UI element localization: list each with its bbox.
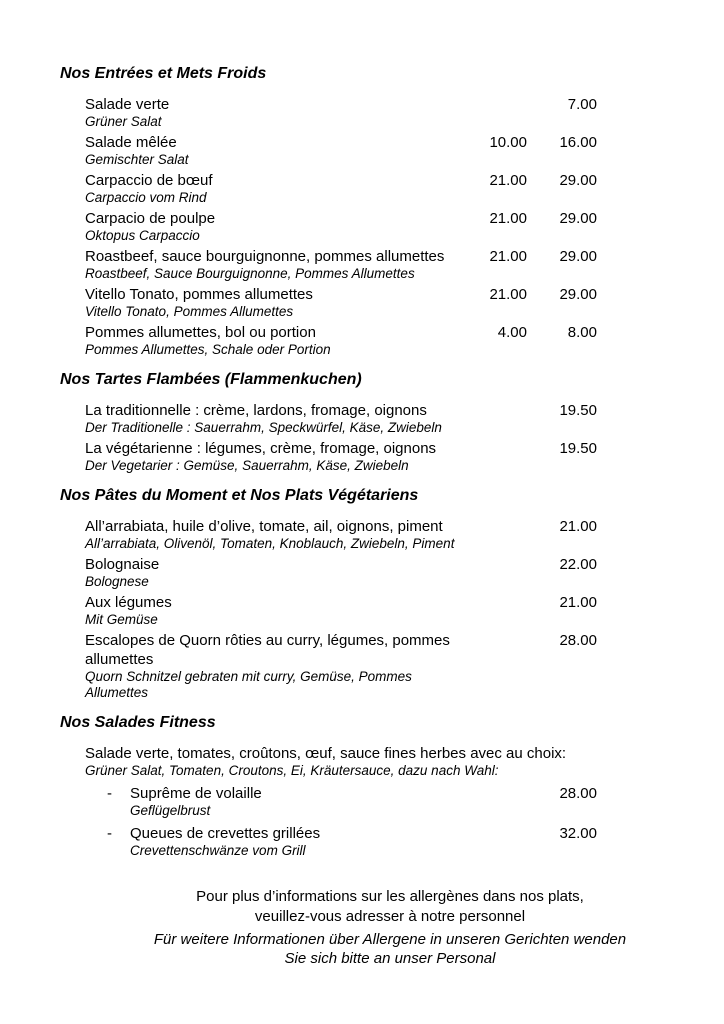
item-name-de: Der Traditionelle : Sauerrahm, Speckwürfel, Käse, Zwiebeln	[85, 420, 442, 435]
section-entrees-froids	[60, 64, 597, 358]
menu-item	[60, 555, 597, 590]
item-name-de: Carpaccio vom Rind	[85, 190, 207, 205]
salades-intro	[60, 744, 597, 779]
item-name-fr: Bolognaise	[85, 556, 160, 573]
item-name-fr: Salade verte	[85, 96, 170, 113]
item-name	[130, 824, 457, 859]
item-price-large: 21.00	[559, 594, 597, 611]
item-name-de: Der Vegetarier : Gemüse, Sauerrahm, Käse, Zwiebeln	[85, 458, 409, 473]
menu-item	[60, 285, 597, 320]
item-name	[85, 593, 457, 628]
dash-bullet: -	[107, 825, 112, 842]
item-name	[85, 285, 457, 320]
allergen-notice-fr-line1: Pour plus d’informations sur les allergènes dans nos plats,	[196, 888, 584, 905]
item-name-de: Quorn Schnitzel gebraten mit curry, Gemüse, Pommes Allumettes	[85, 669, 412, 700]
item-name-de: Roastbeef, Sauce Bourguignonne, Pommes Allumettes	[85, 266, 415, 281]
section-title: Nos Salades Fitness	[60, 714, 216, 731]
item-name-fr: Suprême de volaille	[130, 785, 262, 802]
item-name-de: All’arrabiata, Olivenöl, Tomaten, Knoblauch, Zwiebeln, Piment	[85, 536, 455, 551]
menu-item	[60, 247, 597, 282]
item-name	[85, 631, 457, 701]
item-price-large: 16.00	[559, 134, 597, 151]
item-name-fr: Aux légumes	[85, 594, 172, 611]
section-pates-vegetariens	[60, 486, 597, 701]
item-name-fr: Vitello Tonato, pommes allumettes	[85, 286, 313, 303]
item-price-large: 28.00	[559, 785, 597, 802]
menu-item	[60, 323, 597, 358]
item-name-fr: Escalopes de Quorn rôties au curry, légumes, pommes allumettes	[85, 632, 450, 668]
item-price-small: 21.00	[489, 248, 527, 265]
item-name-de: Vitello Tonato, Pommes Allumettes	[85, 304, 294, 319]
section-title: Nos Pâtes du Moment et Nos Plats Végétariens	[60, 487, 419, 504]
menu-item	[60, 171, 597, 206]
item-name-de: Grüner Salat	[85, 114, 162, 129]
item-price-large: 7.00	[567, 96, 597, 113]
item-price-large: 29.00	[559, 210, 597, 227]
item-name-de: Mit Gemüse	[85, 612, 158, 627]
item-name	[85, 95, 457, 130]
item-price-small: 21.00	[489, 172, 527, 189]
item-name	[85, 401, 457, 436]
item-name-fr: Salade mêlée	[85, 134, 177, 151]
menu-item	[60, 824, 597, 859]
item-name-fr: La végétarienne : légumes, crème, fromage, oignons	[85, 440, 437, 457]
item-name-fr: All’arrabiata, huile d’olive, tomate, ail, oignons, piment	[85, 518, 443, 535]
item-name-fr: Carpaccio de bœuf	[85, 172, 213, 189]
menu-item	[60, 133, 597, 168]
allergen-notice-fr-line2: veuillez-vous adresser à notre personnel	[254, 908, 526, 925]
item-name-de: Geflügelbrust	[130, 803, 211, 818]
section-tartes-flambees	[60, 370, 597, 474]
item-name-de: Gemischter Salat	[85, 152, 189, 167]
menu-item	[60, 439, 597, 474]
item-price-large: 22.00	[559, 556, 597, 573]
item-name-fr: Carpacio de poulpe	[85, 210, 216, 227]
item-name-de: Bolognese	[85, 574, 149, 589]
item-name	[85, 133, 457, 168]
item-name-fr: Roastbeef, sauce bourguignonne, pommes allumettes	[85, 248, 445, 265]
item-name-fr: Queues de crevettes grillées	[130, 825, 321, 842]
dash-bullet: -	[107, 785, 112, 802]
menu-item	[60, 784, 597, 819]
allergen-notice-de-line1: Für weitere Informationen über Allergene in unseren Gerichten wenden	[153, 931, 627, 948]
menu-content	[60, 64, 597, 859]
item-price-small: 21.00	[489, 210, 527, 227]
item-price-small: 4.00	[497, 324, 527, 341]
intro-de: Grüner Salat, Tomaten, Croutons, Ei, Kräutersauce, dazu nach Wahl:	[85, 763, 499, 778]
item-name-fr: Pommes allumettes, bol ou portion	[85, 324, 316, 341]
menu-item	[60, 517, 597, 552]
item-price-large: 19.50	[559, 402, 597, 419]
item-name	[130, 784, 457, 819]
item-price-large: 21.00	[559, 518, 597, 535]
item-price-large: 8.00	[567, 324, 597, 341]
item-name	[85, 555, 457, 590]
item-price-large: 29.00	[559, 286, 597, 303]
item-name-de: Crevettenschwänze vom Grill	[130, 843, 306, 858]
item-price-large: 29.00	[559, 172, 597, 189]
allergen-notice	[60, 887, 720, 968]
section-title: Nos Tartes Flambées (Flammenkuchen)	[60, 371, 362, 388]
menu-item	[60, 593, 597, 628]
menu-item	[60, 631, 597, 701]
item-price-large: 28.00	[559, 632, 597, 649]
allergen-notice-de-line2: Sie sich bitte an unser Personal	[284, 950, 496, 967]
item-name-de: Oktopus Carpaccio	[85, 228, 200, 243]
item-name	[85, 247, 457, 282]
menu-item	[60, 209, 597, 244]
item-price-small: 10.00	[489, 134, 527, 151]
item-price-large: 29.00	[559, 248, 597, 265]
item-name-de: Pommes Allumettes, Schale oder Portion	[85, 342, 331, 357]
item-name	[85, 439, 457, 474]
intro-fr: Salade verte, tomates, croûtons, œuf, sauce fines herbes avec au choix:	[85, 745, 567, 762]
item-name	[85, 517, 457, 552]
item-price-large: 32.00	[559, 825, 597, 842]
section-salades-fitness	[60, 713, 597, 859]
item-price-small: 21.00	[489, 286, 527, 303]
section-title: Nos Entrées et Mets Froids	[60, 65, 267, 82]
item-name	[85, 209, 457, 244]
menu-item	[60, 401, 597, 436]
item-name-fr: La traditionnelle : crème, lardons, fromage, oignons	[85, 402, 427, 419]
item-price-large: 19.50	[559, 440, 597, 457]
item-name	[85, 323, 457, 358]
item-name	[85, 171, 457, 206]
menu-item	[60, 95, 597, 130]
